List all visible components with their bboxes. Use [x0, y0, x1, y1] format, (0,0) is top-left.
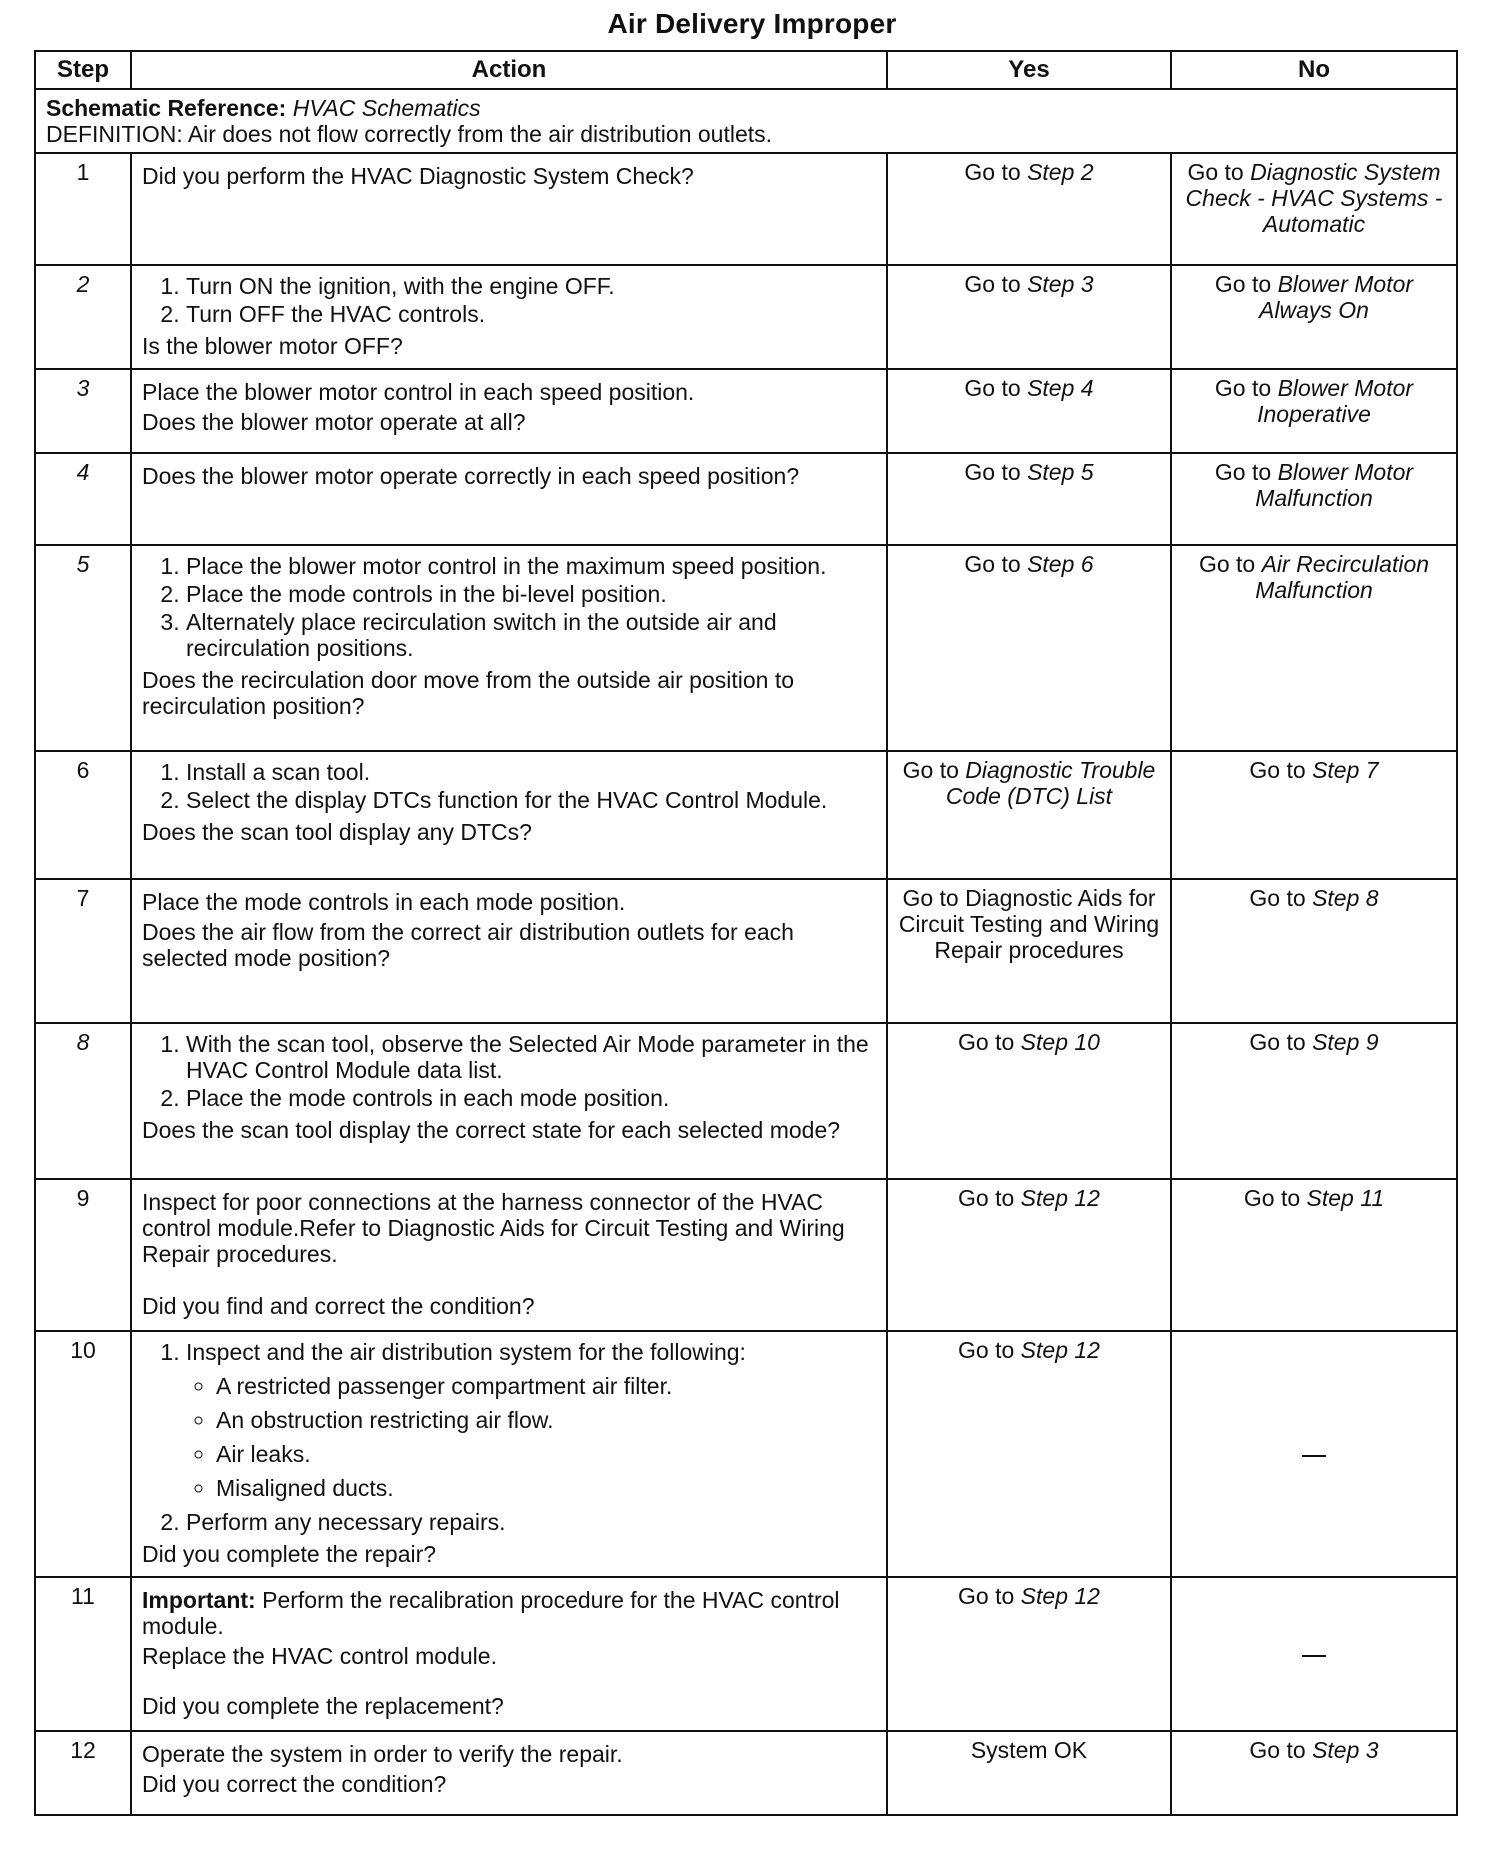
- table-row: [35, 545, 1457, 751]
- table-row: [35, 1577, 1457, 1731]
- question-text: Did you complete the repair?: [142, 1541, 437, 1567]
- goto-prefix: Go to: [1198, 551, 1262, 577]
- no-cell: [1171, 1577, 1457, 1731]
- yes-cell[interactable]: [887, 879, 1171, 1023]
- step-number: 10: [35, 1331, 131, 1577]
- action-cell: [131, 879, 887, 1023]
- goto-prefix: Go to: [1214, 271, 1278, 297]
- header-no: No: [1171, 51, 1457, 89]
- bullet-item: ◦ A restricted passenger compartment air filter.: [216, 1373, 876, 1399]
- goto-prefix: Go to: [1249, 1029, 1313, 1055]
- definition-text: DEFINITION: Air does not flow correctly from the air distribution outlets.: [46, 121, 773, 147]
- action-item: 1. Install a scan tool.: [186, 759, 876, 785]
- dash-mark: [1302, 1455, 1326, 1457]
- question-text: Does the blower motor operate at all?: [142, 409, 526, 435]
- header-row: [35, 51, 1457, 89]
- goto-prefix: Go to: [964, 375, 1028, 401]
- action-list: [142, 273, 876, 327]
- no-cell[interactable]: [1171, 1179, 1457, 1331]
- table-row: [35, 453, 1457, 545]
- goto-link[interactable]: Air Recirculation Malfunction: [1255, 551, 1430, 603]
- no-cell[interactable]: [1171, 153, 1457, 265]
- yes-cell[interactable]: [887, 1023, 1171, 1179]
- no-cell[interactable]: [1171, 545, 1457, 751]
- goto-link[interactable]: Step 9: [1312, 1029, 1379, 1055]
- yes-cell[interactable]: [887, 545, 1171, 751]
- goto-prefix: Go to: [902, 757, 966, 783]
- goto-prefix: Go to: [958, 1029, 1021, 1055]
- goto-prefix: Go to: [958, 1583, 1021, 1609]
- reference-row: [35, 89, 1457, 153]
- no-cell[interactable]: [1171, 751, 1457, 879]
- step-number: 9: [35, 1179, 131, 1331]
- goto-link[interactable]: Step 10: [1020, 1029, 1100, 1055]
- goto-link[interactable]: Step 12: [1020, 1337, 1100, 1363]
- goto-prefix: Go to: [958, 1337, 1021, 1363]
- goto-prefix: Go to: [958, 1185, 1021, 1211]
- step-number: 11: [35, 1577, 131, 1731]
- goto-link[interactable]: Blower Motor Always On: [1259, 271, 1414, 323]
- action-text: Operate the system in order to verify the repair.: [142, 1741, 623, 1767]
- no-cell[interactable]: [1171, 1731, 1457, 1815]
- question-text: Does the blower motor operate correctly in each speed position?: [142, 463, 800, 489]
- goto-prefix: Go to: [964, 159, 1028, 185]
- yes-cell[interactable]: [887, 1179, 1171, 1331]
- table-row: [35, 1331, 1457, 1577]
- diagnostic-table: [34, 50, 1458, 1816]
- goto-prefix: Go to: [1214, 375, 1278, 401]
- question-text: Did you perform the HVAC Diagnostic System Check?: [142, 163, 694, 189]
- no-cell[interactable]: [1171, 453, 1457, 545]
- goto-link[interactable]: Step 11: [1306, 1185, 1385, 1211]
- header-yes: Yes: [887, 51, 1171, 89]
- goto-prefix: Go to: [964, 459, 1028, 485]
- action-cell: [131, 453, 887, 545]
- goto-prefix: Go to: [1249, 757, 1313, 783]
- table-row: [35, 751, 1457, 879]
- step-number: 6: [35, 751, 131, 879]
- schematic-reference-label: Schematic Reference:: [46, 95, 287, 121]
- goto-prefix: Go to: [1249, 1737, 1313, 1763]
- goto-link[interactable]: Blower Motor Inoperative: [1257, 375, 1414, 427]
- yes-cell[interactable]: [887, 751, 1171, 879]
- action-text: Inspect for poor connections at the harness connector of the HVAC control module.Refer to Diagnostic Aids for Circuit Testing and Wiring Repair procedures.: [142, 1189, 845, 1267]
- yes-cell[interactable]: [887, 1731, 1171, 1815]
- no-cell: [1171, 1331, 1457, 1577]
- action-item: 3. Alternately place recirculation switch in the outside air and recirculation positions.: [186, 609, 876, 661]
- goto-link[interactable]: Diagnostic System Check - HVAC Systems - Automatic: [1185, 159, 1443, 237]
- goto-link[interactable]: Step 4: [1027, 375, 1094, 401]
- goto-prefix: Go to: [964, 551, 1028, 577]
- table-row: [35, 1023, 1457, 1179]
- step-number: 5: [35, 545, 131, 751]
- action-cell: [131, 265, 887, 369]
- action-cell: [131, 545, 887, 751]
- yes-cell[interactable]: [887, 153, 1171, 265]
- goto-link[interactable]: Diagnostic Trouble Code (DTC) List: [945, 757, 1156, 809]
- goto-prefix: Go to: [964, 271, 1028, 297]
- question-text: Does the scan tool display the correct state for each selected mode?: [142, 1117, 841, 1143]
- action-item: 2. Perform any necessary repairs.: [186, 1509, 876, 1535]
- goto-link[interactable]: Step 12: [1020, 1185, 1100, 1211]
- table-row: [35, 1731, 1457, 1815]
- action-cell: [131, 1331, 887, 1577]
- question-text: Did you find and correct the condition?: [142, 1293, 535, 1319]
- goto-link[interactable]: Step 7: [1312, 757, 1379, 783]
- action-item: 1. Turn ON the ignition, with the engine OFF.: [186, 273, 876, 299]
- important-text: Perform the recalibration procedure for the HVAC control module.: [142, 1587, 840, 1639]
- reference-cell: [35, 89, 1457, 153]
- action-text: Place the blower motor control in each speed position.: [142, 379, 695, 405]
- action-cell: [131, 751, 887, 879]
- action-list: [142, 1031, 876, 1111]
- goto-link[interactable]: Step 2: [1027, 159, 1094, 185]
- goto-link[interactable]: Step 3: [1027, 271, 1094, 297]
- action-cell: [131, 1731, 887, 1815]
- yes-cell[interactable]: [887, 1331, 1171, 1577]
- yes-cell[interactable]: [887, 453, 1171, 545]
- action-cell: [131, 1179, 887, 1331]
- bullet-item: ◦ Air leaks.: [216, 1441, 876, 1467]
- question-text: Does the scan tool display any DTCs?: [142, 819, 532, 845]
- step-number: 3: [35, 369, 131, 453]
- action-cell: [131, 1023, 887, 1179]
- action-text: Place the mode controls in each mode position.: [142, 889, 626, 915]
- action-item: 2. Select the display DTCs function for the HVAC Control Module.: [186, 787, 876, 813]
- action-item: [186, 1339, 876, 1501]
- table-row: [35, 369, 1457, 453]
- action-cell: [131, 369, 887, 453]
- action-cell: [131, 153, 887, 265]
- important-label: Important:: [142, 1587, 256, 1613]
- goto-prefix: Go to: [1249, 885, 1313, 911]
- yes-cell[interactable]: [887, 369, 1171, 453]
- important-note: [142, 1587, 876, 1639]
- action-list: [142, 553, 876, 661]
- page-title: Air Delivery Improper: [607, 8, 897, 39]
- bullet-item: ◦ Misaligned ducts.: [216, 1475, 876, 1501]
- goto-prefix: Go to: [1214, 459, 1278, 485]
- action-text: Replace the HVAC control module.: [142, 1643, 497, 1669]
- no-cell[interactable]: [1171, 1023, 1457, 1179]
- step-number: 12: [35, 1731, 131, 1815]
- step-number: 2: [35, 265, 131, 369]
- action-item: 1. Place the blower motor control in the maximum speed position.: [186, 553, 876, 579]
- no-cell[interactable]: [1171, 879, 1457, 1023]
- goto-prefix: Go to: [1187, 159, 1251, 185]
- header-action: Action: [131, 51, 887, 89]
- step-number: 7: [35, 879, 131, 1023]
- action-cell: [131, 1577, 887, 1731]
- goto-link[interactable]: Step 12: [1020, 1583, 1100, 1609]
- step-number: 4: [35, 453, 131, 545]
- action-list: [142, 759, 876, 813]
- header-step: Step: [35, 51, 131, 89]
- question-text: Is the blower motor OFF?: [142, 333, 403, 359]
- action-item: 2. Place the mode controls in each mode position.: [186, 1085, 876, 1111]
- goto-link[interactable]: Step 8: [1312, 885, 1379, 911]
- no-cell[interactable]: [1171, 369, 1457, 453]
- goto-link[interactable]: Step 3: [1312, 1737, 1379, 1763]
- yes-cell[interactable]: [887, 265, 1171, 369]
- step-number: 8: [35, 1023, 131, 1179]
- goto-link[interactable]: System OK: [970, 1737, 1088, 1763]
- question-text: Did you correct the condition?: [142, 1771, 447, 1797]
- question-text: Does the recirculation door move from the outside air position to recirculation position?: [142, 667, 794, 719]
- action-item: 2. Place the mode controls in the bi-level position.: [186, 581, 876, 607]
- action-item: 1. With the scan tool, observe the Selected Air Mode parameter in the HVAC Control Module data list.: [186, 1031, 876, 1083]
- table-row: [35, 1179, 1457, 1331]
- action-list: [142, 1339, 876, 1535]
- action-item-text: Inspect and the air distribution system for the following:: [186, 1339, 746, 1365]
- goto-prefix: Go to: [1243, 1185, 1307, 1211]
- table-row: [35, 879, 1457, 1023]
- table-row: [35, 265, 1457, 369]
- step-number: 1: [35, 153, 131, 265]
- action-item: 2. Turn OFF the HVAC controls.: [186, 301, 876, 327]
- question-text: Does the air flow from the correct air distribution outlets for each selected mode position?: [142, 919, 794, 971]
- goto-link[interactable]: Step 5: [1027, 459, 1094, 485]
- table-row: [35, 153, 1457, 265]
- yes-cell[interactable]: [887, 1577, 1171, 1731]
- goto-link[interactable]: Go to Diagnostic Aids for Circuit Testing and Wiring Repair procedures: [898, 885, 1160, 963]
- question-text: Did you complete the replacement?: [142, 1693, 504, 1719]
- bullet-list: [186, 1373, 876, 1501]
- schematic-reference-link[interactable]: HVAC Schematics: [292, 95, 481, 121]
- goto-link[interactable]: Blower Motor Malfunction: [1255, 459, 1414, 511]
- no-cell[interactable]: [1171, 265, 1457, 369]
- goto-link[interactable]: Step 6: [1027, 551, 1094, 577]
- dash-mark: [1302, 1655, 1326, 1657]
- bullet-item: ◦ An obstruction restricting air flow.: [216, 1407, 876, 1433]
